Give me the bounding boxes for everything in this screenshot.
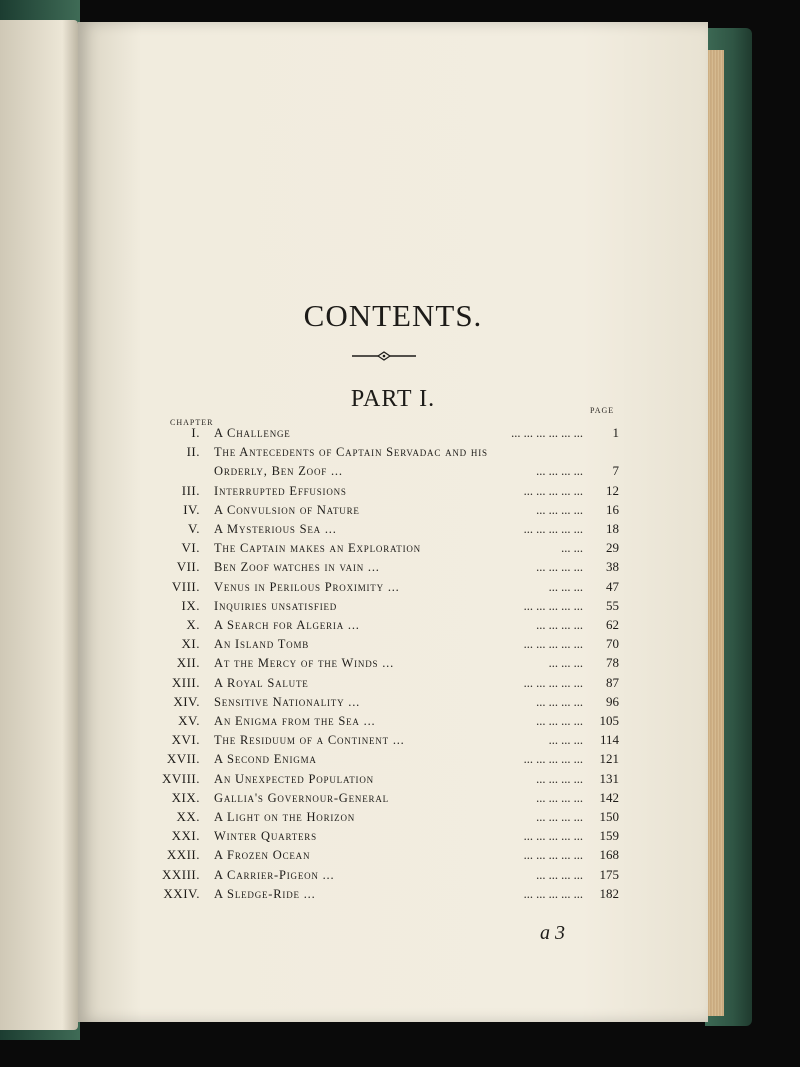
toc-row <box>78 866 708 884</box>
chapter-title: A Sledge-Ride ... <box>214 886 316 901</box>
chapter-number: X. <box>186 617 200 632</box>
page-number: 87 <box>606 674 619 690</box>
chapter-title: A Royal Salute <box>214 675 309 690</box>
leader-dots: ... ... ... <box>548 733 583 748</box>
chapter-title: A Light on the Horizon <box>214 810 356 824</box>
page-number: 121 <box>599 751 619 767</box>
toc-row <box>78 731 708 749</box>
toc-row <box>78 712 708 730</box>
chapter-title: An Unexpected Population <box>214 771 374 786</box>
leader-dots: ... ... ... ... <box>536 714 583 728</box>
page-number: 131 <box>599 770 619 786</box>
leader-dots: ... ... ... ... ... <box>523 848 583 863</box>
toc-row <box>78 462 708 480</box>
chapter-number: XVII. <box>166 751 200 767</box>
chapter-title: A Carrier-Pigeon ... <box>214 867 335 882</box>
chapter-title: An Enigma from the Sea ... <box>214 714 376 728</box>
chapter-title: A Search for Algeria ... <box>214 618 360 632</box>
chapter-number: XVIII. <box>161 770 200 786</box>
page-number: 78 <box>606 655 619 671</box>
page-number: 114 <box>599 732 619 748</box>
page-number: 70 <box>606 636 619 652</box>
toc-row <box>78 827 708 845</box>
toc-row <box>78 501 708 519</box>
page-number: 150 <box>599 809 619 824</box>
leader-dots: ... ... ... ... <box>536 560 583 575</box>
chapter-number: XXI. <box>171 828 200 844</box>
toc-row <box>78 443 708 461</box>
chapter-title: A Second Enigma <box>214 752 317 767</box>
chapter-number: I. <box>191 425 200 440</box>
page-number: 7 <box>612 463 619 479</box>
chapter-number: V. <box>188 521 200 536</box>
toc-row <box>78 846 708 864</box>
page-number: 142 <box>599 789 619 805</box>
chapter-number: VIII. <box>171 578 200 594</box>
chapter-title: The Residuum of a Continent ... <box>214 733 405 748</box>
chapter-number: II. <box>186 444 200 460</box>
leader-dots: ... ... <box>561 541 583 556</box>
toc-row <box>78 558 708 576</box>
chapter-title: At the Mercy of the Winds ... <box>214 656 395 671</box>
contents-page <box>78 22 708 1022</box>
page-column-header: PAGE <box>590 406 615 415</box>
leader-dots: ... ... ... ... ... ... <box>511 426 583 440</box>
chapter-title: Venus in Perilous Proximity ... <box>214 579 400 594</box>
toc-row <box>78 539 708 557</box>
page-number: 1 <box>612 425 619 440</box>
chapter-title: Interrupted Effusions <box>214 483 347 498</box>
leader-dots: ... ... ... ... ... <box>523 752 583 767</box>
chapter-number: XXIV. <box>163 885 200 901</box>
toc-row <box>78 789 708 807</box>
chapter-number: IX. <box>181 597 200 613</box>
leader-dots: ... ... ... ... <box>536 694 583 709</box>
leader-dots: ... ... ... ... ... <box>523 886 583 901</box>
table-of-contents <box>78 22 708 1022</box>
page-title: CONTENTS. <box>303 298 483 333</box>
toc-row <box>78 885 708 903</box>
chapter-number: XIV. <box>173 693 200 709</box>
chapter-number: IV. <box>183 501 200 517</box>
page-number: 62 <box>606 617 619 632</box>
chapter-number: XI. <box>181 636 200 652</box>
chapter-title: A Challenge <box>214 426 291 440</box>
toc-row <box>78 520 708 538</box>
toc-row <box>78 750 708 768</box>
toc-row <box>78 770 708 788</box>
page-number: 182 <box>599 885 619 901</box>
toc-row <box>78 578 708 596</box>
chapter-number: XX. <box>176 809 200 824</box>
leader-dots: ... ... ... ... <box>536 618 583 632</box>
chapter-title: The Antecedents of Captain Servadac and his <box>214 445 488 460</box>
chapter-title: Sensitive Nationality ... <box>214 694 361 709</box>
page-number: 29 <box>606 540 619 556</box>
toc-row <box>78 654 708 672</box>
leader-dots: ... ... ... ... <box>536 502 583 517</box>
chapter-title: Winter Quarters <box>214 829 317 844</box>
leader-dots: ... ... ... <box>548 579 583 594</box>
leader-dots: ... ... ... ... <box>536 810 583 824</box>
chapter-title: A Mysterious Sea ... <box>214 522 337 536</box>
chapter-title: Ben Zoof watches in vain ... <box>214 560 380 575</box>
leader-dots: ... ... ... ... ... <box>523 829 583 844</box>
chapter-number: III. <box>181 482 200 498</box>
page-number: 12 <box>606 482 619 498</box>
left-page <box>0 20 78 1030</box>
leader-dots: ... ... ... ... <box>536 464 583 479</box>
page-number: 105 <box>599 713 619 728</box>
toc-row <box>78 482 708 500</box>
leader-dots: ... ... ... ... ... <box>523 483 583 498</box>
page-number: 168 <box>599 847 619 863</box>
part-heading: PART I. <box>350 386 436 412</box>
toc-row <box>78 616 708 634</box>
chapter-title: A Convulsion of Nature <box>214 502 360 517</box>
page-number: 18 <box>606 521 619 536</box>
toc-row <box>78 674 708 692</box>
page-number: 96 <box>606 693 619 709</box>
chapter-title: Gallia's Governour-General <box>214 790 389 805</box>
leader-dots: ... ... ... ... ... <box>523 598 583 613</box>
page-number: 175 <box>599 866 619 882</box>
page-number: 47 <box>606 578 619 594</box>
chapter-number: XVI. <box>171 732 200 748</box>
chapter-title: The Captain makes an Exploration <box>214 541 421 556</box>
leader-dots: ... ... ... ... <box>536 790 583 805</box>
chapter-number: XIII. <box>171 674 200 690</box>
chapter-title: A Frozen Ocean <box>214 848 311 863</box>
leader-dots: ... ... ... ... ... <box>523 637 583 652</box>
chapter-number: XIX. <box>171 789 200 805</box>
chapter-column-header: CHAPTER <box>170 418 214 427</box>
chapter-number: XXIII. <box>161 866 200 882</box>
chapter-number: XXII. <box>166 847 200 863</box>
leader-dots: ... ... ... ... ... <box>523 675 583 690</box>
chapter-number: VI. <box>181 540 200 556</box>
chapter-title: An Island Tomb <box>214 637 310 652</box>
toc-row <box>78 635 708 653</box>
chapter-number: XII. <box>176 655 200 671</box>
page-number: 55 <box>606 597 619 613</box>
page-number: 16 <box>606 501 619 517</box>
signature-mark: a 3 <box>540 922 565 944</box>
leader-dots: ... ... ... <box>548 656 583 671</box>
toc-row <box>78 693 708 711</box>
page-number: 38 <box>606 559 619 575</box>
chapter-number: VII. <box>176 559 200 575</box>
toc-row <box>78 424 708 442</box>
chapter-number: XV. <box>178 713 200 728</box>
chapter-title: Orderly, Ben Zoof ... <box>214 464 343 479</box>
leader-dots: ... ... ... ... ... <box>523 522 583 536</box>
leader-dots: ... ... ... ... <box>536 771 583 786</box>
chapter-title: Inquiries unsatisfied <box>214 598 338 613</box>
toc-row <box>78 808 708 826</box>
leader-dots: ... ... ... ... <box>536 867 583 882</box>
toc-row <box>78 597 708 615</box>
page-number: 159 <box>599 828 619 844</box>
